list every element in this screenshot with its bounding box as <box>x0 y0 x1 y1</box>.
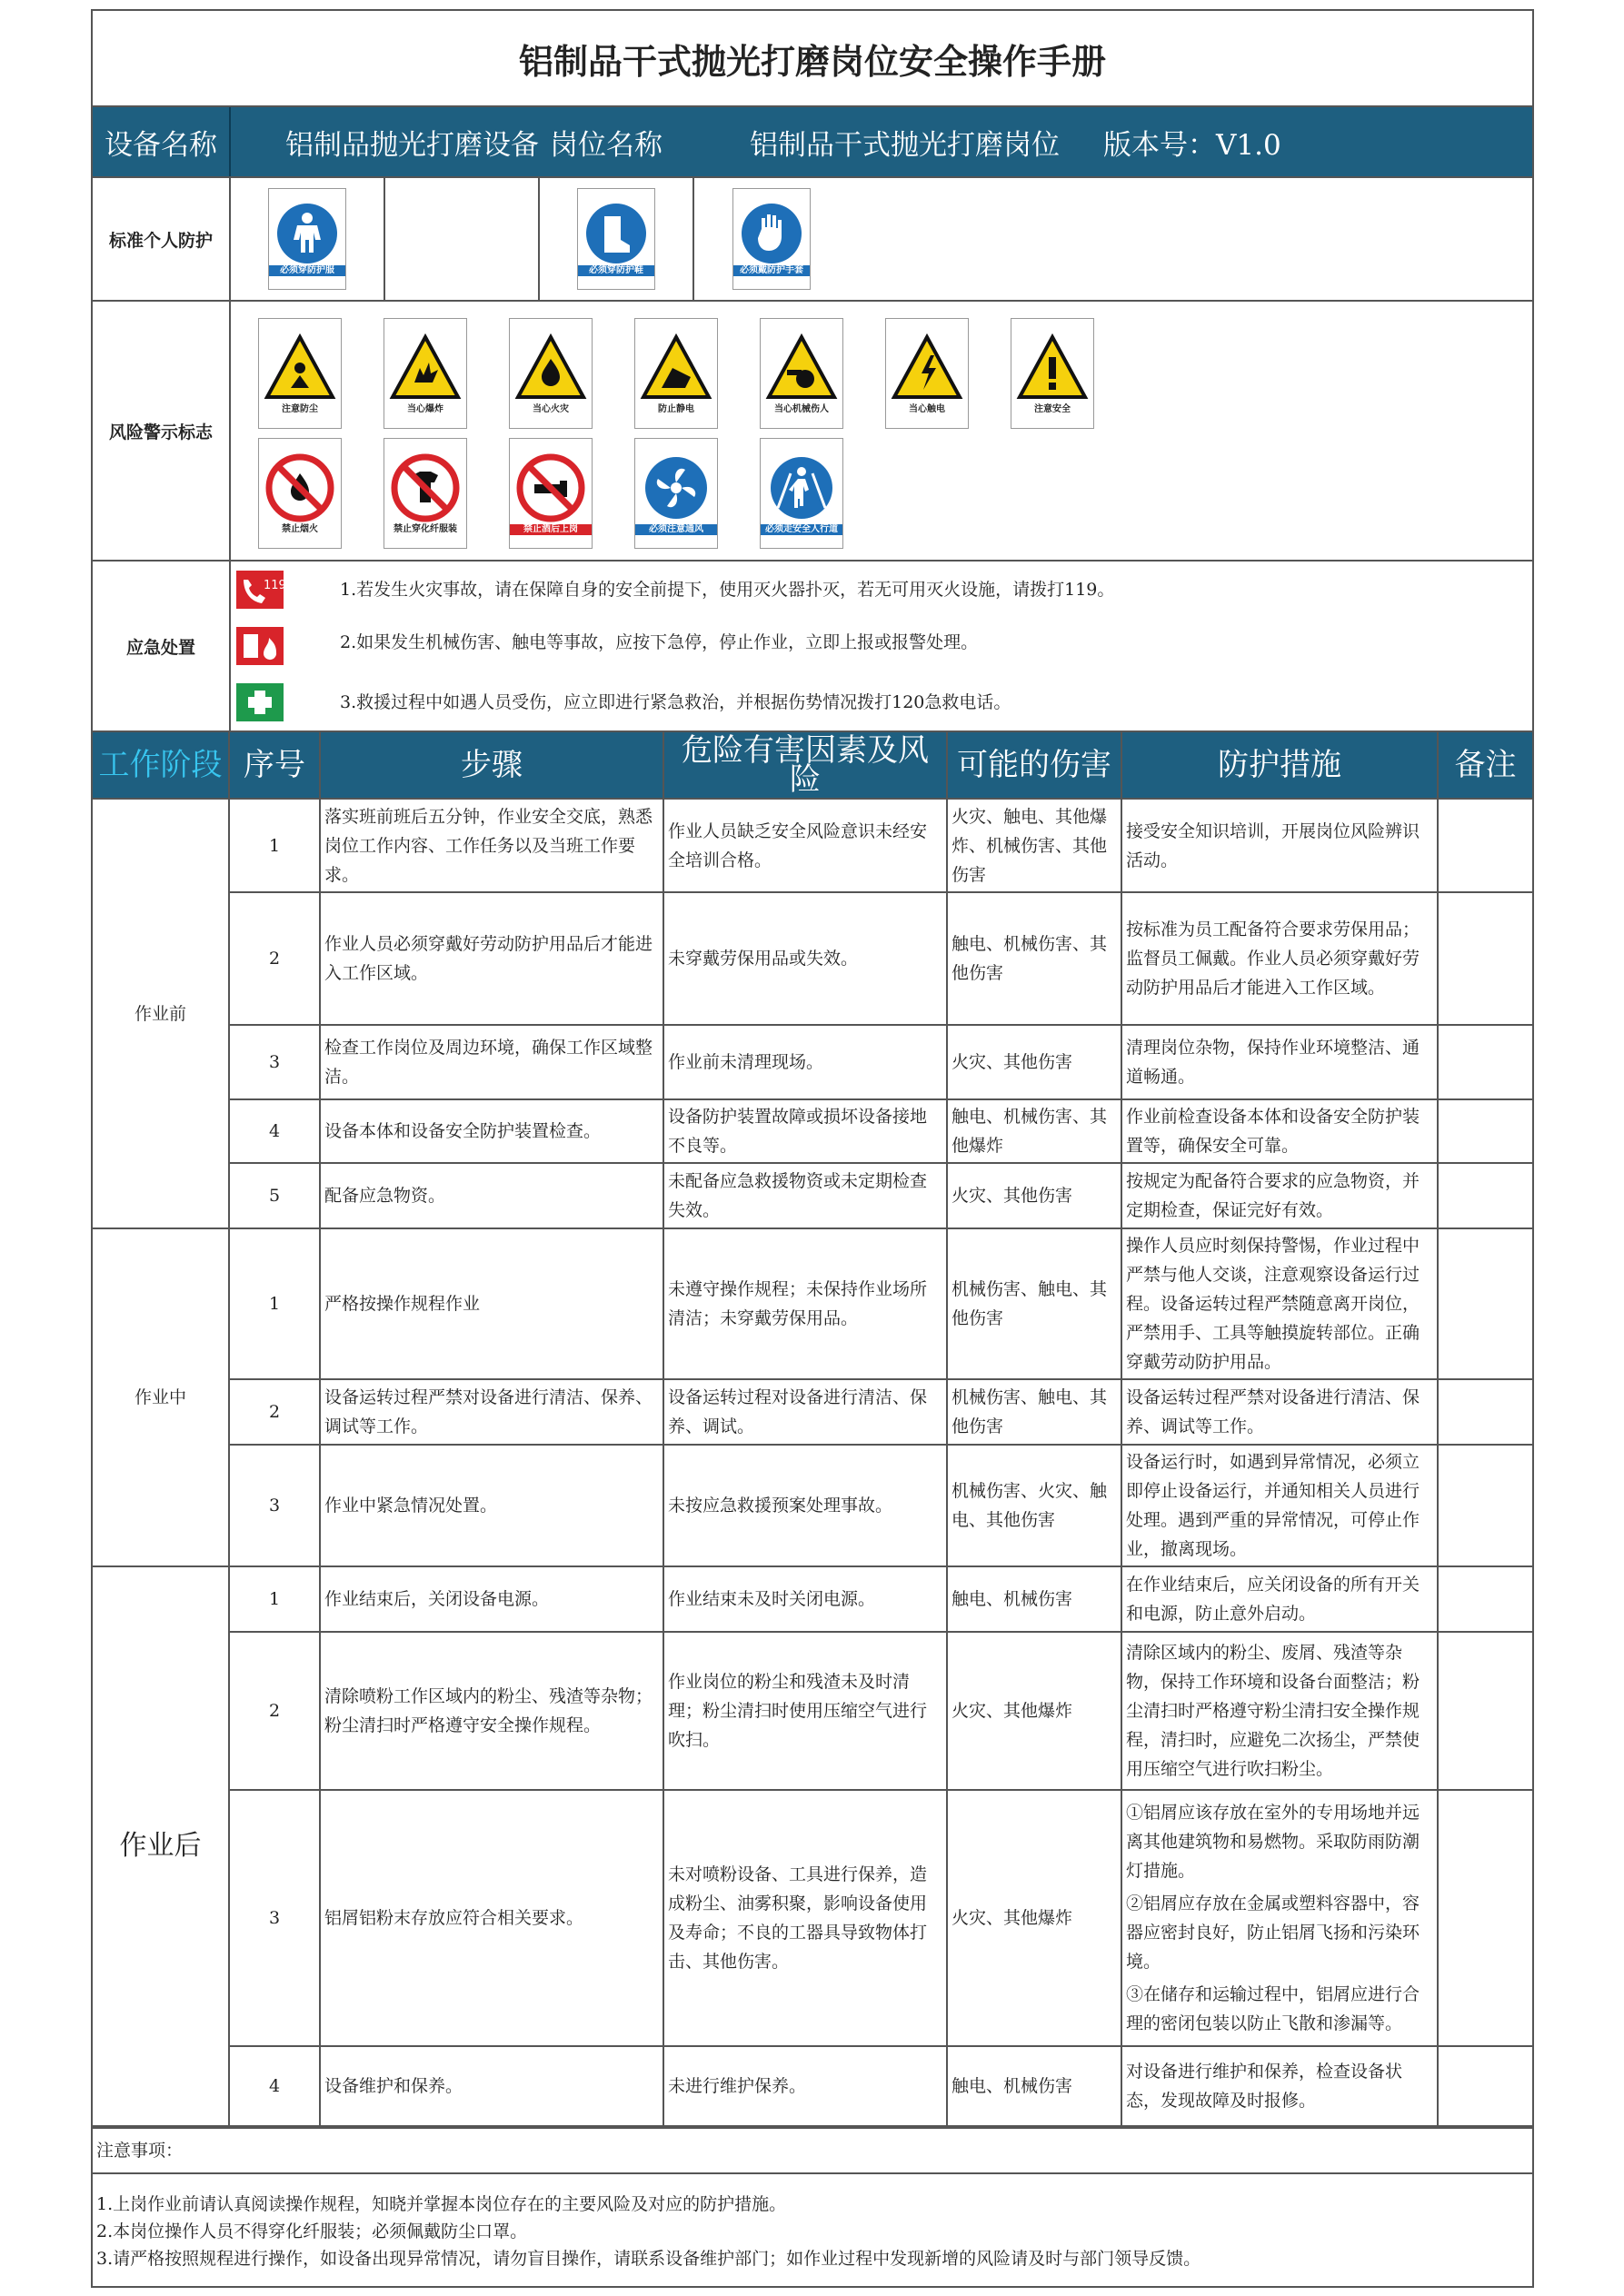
sign-caption: 注意安全 <box>1034 404 1071 414</box>
warning-sign <box>1011 318 1094 429</box>
fire-alarm-icon <box>236 627 284 665</box>
no-fire-icon <box>264 452 336 524</box>
harm-cell: 机械伤害、火灾、触电、其他伤害 <box>947 1445 1121 1566</box>
harm-cell: 触电、机械伤害、其他伤害 <box>947 892 1121 1025</box>
warning-sign <box>760 318 843 429</box>
protective-boots-sign <box>577 188 655 290</box>
measure-cell: 接受安全知识培训，开展岗位风险辨识活动。 <box>1121 799 1438 892</box>
measure-cell: 清理岗位杂物，保持作业环境整洁、通道畅通。 <box>1121 1025 1438 1099</box>
harm-cell: 火灾、其他伤害 <box>947 1025 1121 1099</box>
emergency-item: 1.若发生火灾事故，请在保障自身的安全前提下，使用灭火器扑灭，若无可用灭火设施，请拨打119。 <box>340 580 1115 600</box>
electric-shock-warning-icon <box>891 332 963 404</box>
measure-cell: 操作人员应时刻保持警惕，作业过程中严禁与他人交谈，注意观察设备运行过程。设备运转过程严禁随意离开岗位，严禁用手、工具等触摸旋转部位。正确穿戴劳动防护用品。 <box>1121 1228 1438 1379</box>
step-cell: 检查工作岗位及周边环境，确保工作区域整洁。 <box>320 1025 663 1099</box>
table-row <box>93 1163 1532 1228</box>
sign-caption: 注意防尘 <box>282 404 318 414</box>
measure-item: ③在储存和运输过程中，铝屑应进行合理的密闭包装以防止飞散和渗漏等。 <box>1126 1984 1420 2033</box>
first-aid-icon <box>236 683 284 721</box>
sign-caption: 当心爆炸 <box>407 404 443 414</box>
step-cell: 设备维护和保养。 <box>320 2046 663 2126</box>
prohibition-sign <box>258 438 342 549</box>
sign-caption: 必须走安全人行道 <box>761 524 842 535</box>
equip-label: 设备名称 <box>93 107 231 176</box>
harm-cell: 火灾、其他伤害 <box>947 1163 1121 1228</box>
no-cell: 1 <box>229 1566 320 1632</box>
no-cell: 2 <box>229 892 320 1025</box>
table-row <box>93 1632 1532 1790</box>
hazard-cell: 未按应急救援预案处理事故。 <box>663 1445 947 1566</box>
warning-sign <box>258 318 342 429</box>
equip-value: 铝制品抛光打磨设备 <box>285 128 539 162</box>
hazard-cell: 未穿戴劳保用品或失效。 <box>663 892 947 1025</box>
fire-number: 119 <box>264 579 286 592</box>
sign-caption: 防止静电 <box>658 404 694 414</box>
safe-passage-mandatory-icon <box>765 452 838 524</box>
remark-cell <box>1438 799 1532 892</box>
notes-section <box>93 2127 1532 2272</box>
col-no: 序号 <box>229 732 320 799</box>
sign-caption: 禁止烟火 <box>282 524 318 534</box>
safety-attention-icon <box>1016 332 1089 404</box>
hazard-cell: 设备防护装置故障或损坏设备接地不良等。 <box>663 1099 947 1163</box>
table-row <box>93 1099 1532 1163</box>
remark-cell <box>1438 1790 1532 2046</box>
harm-cell: 机械伤害、触电、其他伤害 <box>947 1228 1121 1379</box>
hazard-cell: 未对喷粉设备、工具进行保养，造成粉尘、油雾积聚，影响设备使用及寿命；不良的工器具导致物体打击、其他伤害。 <box>663 1790 947 2046</box>
hazard-cell: 作业岗位的粉尘和残渣未及时清理；粉尘清扫时使用压缩空气进行吹扫。 <box>663 1632 947 1790</box>
ppe-label: 标准个人防护 <box>93 178 231 300</box>
harm-cell: 触电、机械伤害 <box>947 2046 1121 2126</box>
emergency-label: 应急处置 <box>93 562 231 731</box>
no-cell: 3 <box>229 1445 320 1566</box>
measure-cell: 作业前检查设备本体和设备安全防护装置等，确保安全可靠。 <box>1121 1099 1438 1163</box>
measure-item: ②铝屑应存放在金属或塑料容器中，容器应密封良好，防止铝屑飞扬和污染环境。 <box>1126 1893 1420 1972</box>
table-row <box>93 1025 1532 1099</box>
col-step: 步骤 <box>320 732 663 799</box>
protective-suit-sign <box>268 188 346 290</box>
no-cell: 4 <box>229 1099 320 1163</box>
hazard-cell: 未遵守操作规程；未保持作业场所清洁；未穿戴劳保用品。 <box>663 1228 947 1379</box>
no-cell: 3 <box>229 1790 320 2046</box>
step-cell: 作业中紧急情况处置。 <box>320 1445 663 1566</box>
table-row <box>93 1379 1532 1445</box>
version-label: 版本号：V1.0 <box>1103 128 1281 162</box>
fire-warning-icon <box>514 332 587 404</box>
ppe-cell <box>231 178 385 300</box>
ppe-cell <box>694 178 849 300</box>
note-item: 2.本岗位操作人员不得穿化纤服装；必须佩戴防尘口罩。 <box>96 2221 528 2241</box>
prohibition-sign <box>509 438 593 549</box>
step-cell: 严格按操作规程作业 <box>320 1228 663 1379</box>
no-drinking-icon <box>514 452 587 524</box>
emergency-item: 3.救援过程中如遇人员受伤，应立即进行紧急救治，并根据伤势情况拨打120急救电话。 <box>340 692 1011 712</box>
sign-caption: 禁止酒后上岗 <box>510 524 592 535</box>
hazard-cell: 未配备应急救援物资或未定期检查失效。 <box>663 1163 947 1228</box>
machine-injury-warning-icon <box>765 332 838 404</box>
no-cell: 3 <box>229 1025 320 1099</box>
table-row <box>93 2046 1532 2126</box>
no-cell: 1 <box>229 1228 320 1379</box>
measure-cell: 对设备进行维护和保养，检查设备状态，发现故障及时报修。 <box>1121 2046 1438 2126</box>
no-cell: 1 <box>229 799 320 892</box>
emergency-row <box>93 562 1532 732</box>
col-stage: 工作阶段 <box>93 732 229 799</box>
table-row <box>93 1445 1532 1566</box>
emergency-item: 2.如果发生机械伤害、触电等事故，应按下急停，停止作业，立即上报或报警处理。 <box>340 632 979 652</box>
stage-cell: 作业中 <box>93 1228 229 1566</box>
prohibition-sign <box>384 438 467 549</box>
ppe-caption: 必须戴防护手套 <box>733 265 810 276</box>
protective-gloves-icon <box>740 202 803 265</box>
ppe-caption: 必须穿防护服 <box>269 265 345 276</box>
warning-sign <box>384 318 467 429</box>
no-cell: 4 <box>229 2046 320 2126</box>
sign-caption: 当心机械伤人 <box>774 404 829 414</box>
ppe-cell-empty <box>385 178 540 300</box>
post-label: 岗位名称 <box>550 128 663 162</box>
procedure-table <box>93 732 1532 2127</box>
dust-warning-icon <box>264 332 336 404</box>
ventilation-mandatory-icon <box>640 452 712 524</box>
protective-boots-icon <box>584 202 648 265</box>
harm-cell: 火灾、触电、其他爆炸、机械伤害、其他伤害 <box>947 799 1121 892</box>
col-harm: 可能的伤害 <box>947 732 1121 799</box>
hazard-cell: 未进行维护保养。 <box>663 2046 947 2126</box>
harm-cell: 火灾、其他爆炸 <box>947 1790 1121 2046</box>
no-cell: 2 <box>229 1632 320 1790</box>
stage-cell: 作业后 <box>93 1566 229 2126</box>
measure-cell: 按标准为员工配备符合要求劳保用品；监督员工佩戴。作业人员必须穿戴好劳动防护用品后才能进入工作区域。 <box>1121 892 1438 1025</box>
table-row <box>93 892 1532 1025</box>
table-header-row <box>93 732 1532 799</box>
harm-cell: 火灾、其他爆炸 <box>947 1632 1121 1790</box>
no-synthetic-clothing-icon <box>389 452 462 524</box>
step-cell: 清除喷粉工作区域内的粉尘、残渣等杂物；粉尘清扫时严格遵守安全操作规程。 <box>320 1632 663 1790</box>
step-cell: 作业人员必须穿戴好劳动防护用品后才能进入工作区域。 <box>320 892 663 1025</box>
stage-cell: 作业前 <box>93 799 229 1228</box>
table-row <box>93 1228 1532 1379</box>
remark-cell <box>1438 1632 1532 1790</box>
step-cell: 作业结束后，关闭设备电源。 <box>320 1566 663 1632</box>
remark-cell <box>1438 1099 1532 1163</box>
hazard-cell: 作业前未清理现场。 <box>663 1025 947 1099</box>
table-row <box>93 1566 1532 1632</box>
remark-cell <box>1438 1025 1532 1099</box>
ppe-cell <box>540 178 694 300</box>
note-item: 1.上岗作业前请认真阅读操作规程，知晓并掌握本岗位存在的主要风险及对应的防护措施。 <box>96 2194 787 2214</box>
table-row <box>93 799 1532 892</box>
sign-caption: 禁止穿化纤服装 <box>394 524 457 534</box>
note-item: 3.请严格按照规程进行操作，如设备出现异常情况，请勿盲目操作，请联系设备维护部门；如作业过程中发现新增的风险请及时与部门领导反馈。 <box>96 2249 1201 2269</box>
remark-cell <box>1438 1445 1532 1566</box>
remark-cell <box>1438 1228 1532 1379</box>
info-bar <box>93 107 1532 178</box>
post-value: 铝制品干式抛光打磨岗位 <box>750 128 1060 162</box>
fire-phone-icon <box>236 571 284 609</box>
mandatory-sign <box>634 438 718 549</box>
measure-cell: 设备运转过程严禁对设备进行清洁、保养、调试等工作。 <box>1121 1379 1438 1445</box>
warning-sign <box>634 318 718 429</box>
protective-suit-icon <box>275 202 339 265</box>
measure-cell <box>1121 1790 1438 2046</box>
warning-sign-row <box>258 318 1136 429</box>
remark-cell <box>1438 892 1532 1025</box>
risk-row <box>93 302 1532 562</box>
measure-cell: 设备运行时，如遇到异常情况，必须立即停止设备运行，并通知相关人员进行处理。遇到严重的异常情况，可停止作业，撤离现场。 <box>1121 1445 1438 1566</box>
measure-cell: 清除区域内的粉尘、废屑、残渣等杂物，保持工作环境和设备台面整洁；粉尘清扫时严格遵守粉尘清扫安全操作规程，清扫时，应避免二次扬尘，严禁使用压缩空气进行吹扫粉尘。 <box>1121 1632 1438 1790</box>
measure-cell: 在作业结束后，应关闭设备的所有开关和电源，防止意外启动。 <box>1121 1566 1438 1632</box>
harm-cell: 触电、机械伤害、其他爆炸 <box>947 1099 1121 1163</box>
harm-cell: 机械伤害、触电、其他伤害 <box>947 1379 1121 1445</box>
hazard-cell: 作业结束未及时关闭电源。 <box>663 1566 947 1632</box>
step-cell: 配备应急物资。 <box>320 1163 663 1228</box>
sign-caption: 必须注意通风 <box>635 524 717 535</box>
static-warning-icon <box>640 332 712 404</box>
remark-cell <box>1438 1566 1532 1632</box>
no-cell: 5 <box>229 1163 320 1228</box>
col-remark: 备注 <box>1438 732 1532 799</box>
no-cell: 2 <box>229 1379 320 1445</box>
manual-sheet <box>91 9 1534 2288</box>
hazard-cell: 设备运转过程对设备进行清洁、保养、调试。 <box>663 1379 947 1445</box>
table-row <box>93 1790 1532 2046</box>
notes-heading: 注意事项： <box>93 2129 1532 2174</box>
harm-cell: 触电、机械伤害 <box>947 1566 1121 1632</box>
prohibition-sign-row <box>258 438 1136 549</box>
step-cell: 落实班前班后五分钟，作业安全交底，熟悉岗位工作内容、工作任务以及当班工作要求。 <box>320 799 663 892</box>
remark-cell <box>1438 1379 1532 1445</box>
measure-cell: 按规定为配备符合要求的应急物资，并定期检查，保证完好有效。 <box>1121 1163 1438 1228</box>
ppe-caption: 必须穿防护鞋 <box>578 265 654 276</box>
protective-gloves-sign <box>732 188 811 290</box>
remark-cell <box>1438 2046 1532 2126</box>
measure-item: ①铝屑应该存放在室外的专用场地并远离其他建筑物和易燃物。采取防雨防潮灯措施。 <box>1126 1803 1420 1881</box>
warning-sign <box>509 318 593 429</box>
warning-sign <box>885 318 969 429</box>
hazard-cell: 作业人员缺乏安全风险意识未经安全培训合格。 <box>663 799 947 892</box>
sign-caption: 当心火灾 <box>533 404 569 414</box>
sign-caption: 当心触电 <box>909 404 945 414</box>
mandatory-sign <box>760 438 843 549</box>
col-hazard: 危险有害因素及风险 <box>663 732 947 799</box>
page-title: 铝制品干式抛光打磨岗位安全操作手册 <box>93 11 1532 107</box>
col-measure: 防护措施 <box>1121 732 1438 799</box>
risk-label: 风险警示标志 <box>93 302 231 560</box>
ppe-row <box>93 178 1532 302</box>
remark-cell <box>1438 1163 1532 1228</box>
step-cell: 设备本体和设备安全防护装置检查。 <box>320 1099 663 1163</box>
explosion-warning-icon <box>389 332 462 404</box>
step-cell: 铝屑铝粉末存放应符合相关要求。 <box>320 1790 663 2046</box>
step-cell: 设备运转过程严禁对设备进行清洁、保养、调试等工作。 <box>320 1379 663 1445</box>
